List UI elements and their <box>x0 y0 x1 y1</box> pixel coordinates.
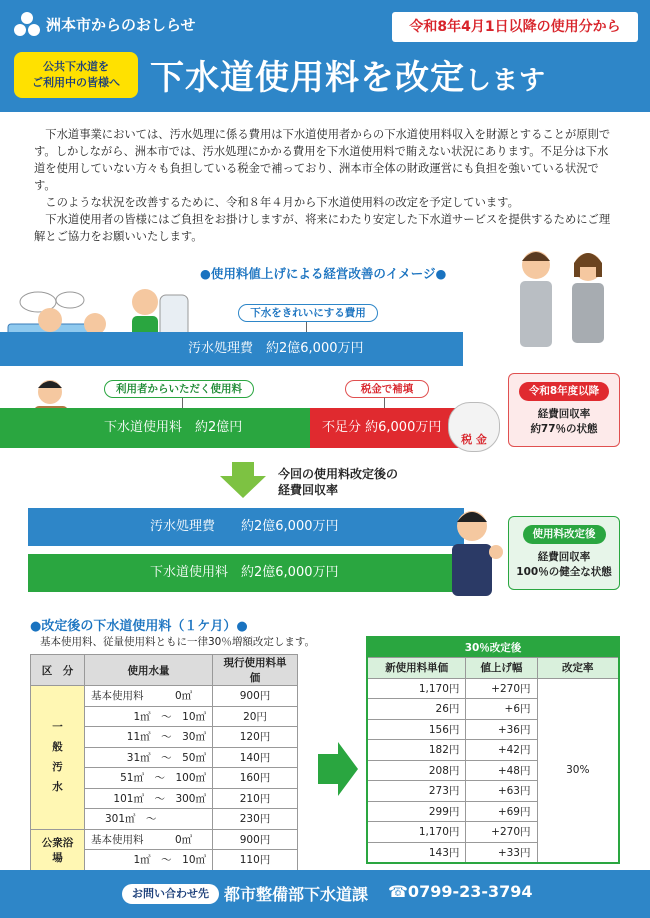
status-before <box>508 373 620 447</box>
current-price-cell: 140円 <box>213 747 298 768</box>
increase-cell: +42円 <box>466 740 537 761</box>
status-after-head: 使用料改定後 <box>523 525 606 544</box>
col-header-new-price: 新使用料単価 <box>367 658 466 679</box>
intro-paragraph: 下水道使用者の皆様にはご負担をお掛けしますが、将来にわたり安定した下水道サービスを提供するためにご理解とご協力をお願いいたします。 <box>34 213 611 243</box>
staff-illustration <box>508 245 628 355</box>
status-after-line1: 経費回収率 <box>537 551 591 563</box>
cost-bar: 汚水処理費 約2億6,000万円 <box>0 332 463 366</box>
status-before-head: 令和8年度以降 <box>519 382 609 401</box>
after-line1: 今回の使用料改定後の <box>278 467 399 481</box>
user-fee-bar: 下水道使用料 約2億円 <box>0 408 310 448</box>
footer-contact <box>0 870 650 918</box>
volume-cell: 11㎥ ～ 30㎥ <box>85 727 213 748</box>
tax-bag-label: 税 金 <box>461 433 487 446</box>
tax-bag-icon <box>448 402 500 452</box>
rate-cell: 30% <box>537 678 619 863</box>
tax-pill: 税金で補填 <box>345 380 429 398</box>
cost-bar-after: 汚水処理費 約2億6,000万円 <box>28 508 464 546</box>
volume-cell: 101㎥ ～ 300㎥ <box>85 788 213 809</box>
after-revision-note <box>278 466 398 498</box>
new-price-cell: 182円 <box>367 740 466 761</box>
current-price-cell: 900円 <box>213 686 298 707</box>
volume-cell: 31㎥ ～ 50㎥ <box>85 747 213 768</box>
increase-cell: +63円 <box>466 781 537 802</box>
contact-label: お問い合わせ先 <box>122 884 219 904</box>
city-emblem-icon <box>14 12 40 38</box>
increase-cell: +6円 <box>466 699 537 720</box>
revised-fee-table <box>366 636 620 864</box>
volume-cell: 51㎥ ～ 100㎥ <box>85 768 213 789</box>
status-after <box>508 516 620 590</box>
status-after-line2: 100％の健全な状態 <box>516 566 612 578</box>
leader-line <box>384 398 385 408</box>
staff-ok-illustration <box>446 506 506 598</box>
revised-header: 30％改定後 <box>367 637 619 658</box>
increase-cell: +69円 <box>466 801 537 822</box>
current-price-cell: 230円 <box>213 809 298 830</box>
col-header-increase: 値上げ幅 <box>466 658 537 679</box>
title-suffix: します <box>465 66 547 96</box>
new-price-cell: 156円 <box>367 719 466 740</box>
title-main: 下水道使用料を改定 <box>150 58 465 98</box>
new-price-cell: 143円 <box>367 842 466 863</box>
after-line2: 経費回収率 <box>278 483 339 497</box>
volume-cell: 301㎥ ～ <box>85 809 213 830</box>
status-before-line2: 約77％の状態 <box>530 423 598 435</box>
status-before-line1: 経費回収率 <box>537 408 591 420</box>
header-banner <box>0 0 650 112</box>
effective-period-badge: 令和8年4月1日以降の使用分から <box>392 12 638 42</box>
new-price-cell: 208円 <box>367 760 466 781</box>
increase-cell: +270円 <box>466 822 537 843</box>
col-header-category: 区 分 <box>31 655 85 686</box>
new-price-cell: 1,170円 <box>367 678 466 699</box>
down-arrow-icon <box>220 462 266 498</box>
fee-table-subtitle: 基本使用料、従量使用料ともに一律30％増額改定します。 <box>40 636 316 648</box>
intro-paragraph: 下水道事業においては、汚水処理に係る費用は下水道使用者からの下水道使用料収入を財源とすることが原則です。しかしながら、洲本市では、汚水処理にかかる費用を下水道使用料で賄えない状況にあります。不足分は下水道を使用していない方々も負担している税金で補っており、洲本市全体の財政運営にも負担を強いている状況です。 <box>34 128 611 192</box>
current-price-cell: 210円 <box>213 788 298 809</box>
table-row <box>367 678 619 699</box>
leader-line <box>306 322 307 332</box>
new-price-cell: 26円 <box>367 699 466 720</box>
audience-badge <box>14 52 138 98</box>
volume-cell: 基本使用料 0㎥ <box>85 686 213 707</box>
table-row <box>31 829 298 850</box>
new-price-cell: 273円 <box>367 781 466 802</box>
cost-label-pill: 下水をきれいにする費用 <box>238 304 378 322</box>
leader-line <box>182 398 183 408</box>
increase-cell: +36円 <box>466 719 537 740</box>
increase-cell: +270円 <box>466 678 537 699</box>
volume-cell: 1㎥ ～ 10㎥ <box>85 706 213 727</box>
right-arrow-icon <box>318 742 358 796</box>
user-fee-bar-after: 下水道使用料 約2億6,000万円 <box>28 554 464 592</box>
user-fee-pill: 利用者からいただく使用料 <box>104 380 254 398</box>
shortfall-bar: 不足分 約6,000万円 <box>310 408 464 448</box>
category-general: 一 般 汚 水 <box>31 686 85 830</box>
image-caption: ●使用料値上げによる経営改善のイメージ● <box>200 266 447 281</box>
intro-text <box>34 126 618 245</box>
volume-cell: 基本使用料 0㎥ <box>85 829 213 850</box>
current-fee-table <box>30 654 298 871</box>
fee-table-title: ●改定後の下水道使用料（１ケ月）● <box>30 619 248 634</box>
increase-cell: +33円 <box>466 842 537 863</box>
phone-number[interactable]: ☎0799-23-3794 <box>388 882 533 901</box>
intro-paragraph: このような状況を改善するために、令和８年４月から下水道使用料の改定を予定しています。 <box>45 196 519 209</box>
department-name: 都市整備部下水道課 <box>224 885 369 904</box>
new-price-cell: 1,170円 <box>367 822 466 843</box>
current-price-cell: 900円 <box>213 829 298 850</box>
current-price-cell: 120円 <box>213 727 298 748</box>
city-notice-label: 洲本市からのおしらせ <box>46 16 196 34</box>
increase-cell: +48円 <box>466 760 537 781</box>
col-header-volume: 使用水量 <box>85 655 213 686</box>
current-price-cell: 110円 <box>213 850 298 871</box>
current-price-cell: 20円 <box>213 706 298 727</box>
col-header-rate: 改定率 <box>537 658 619 679</box>
col-header-current: 現行使用料単価 <box>213 655 298 686</box>
audience-line1: 公共下水道を <box>43 60 109 73</box>
audience-line2: ご利用中の皆様へ <box>32 76 120 89</box>
new-price-cell: 299円 <box>367 801 466 822</box>
table-row <box>31 686 298 707</box>
current-price-cell: 160円 <box>213 768 298 789</box>
page-title <box>150 50 546 99</box>
category-public-bath: 公衆浴場 <box>31 829 85 870</box>
volume-cell: 1㎥ ～ 10㎥ <box>85 850 213 871</box>
